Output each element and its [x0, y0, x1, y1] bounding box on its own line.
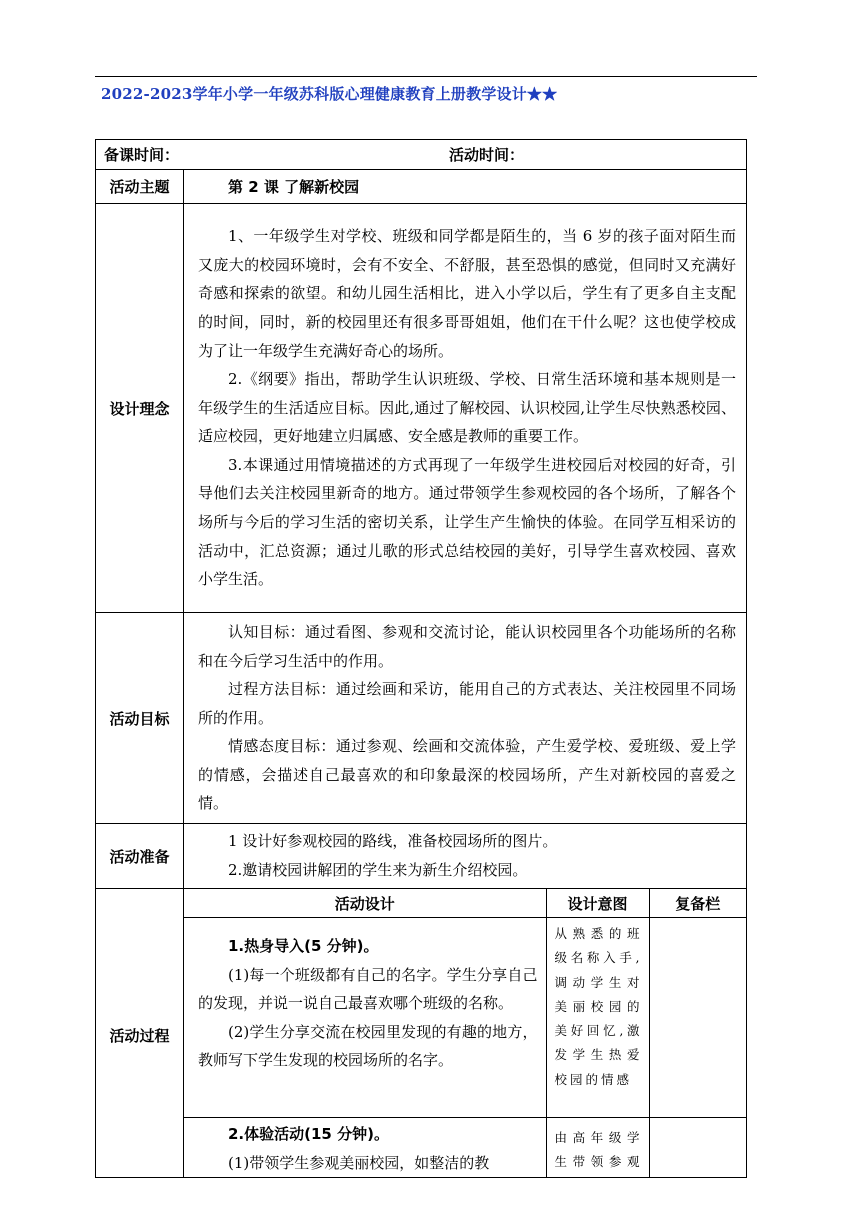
process-table — [184, 889, 746, 1177]
step-paragraph: (2)学生分享交流在校园里发现的有趣的地方，教师写下学生发现的校园场所的名字。 — [198, 1022, 538, 1070]
intent-line: 调动学生对 — [554, 974, 643, 990]
design-concept-paragraph: 1、一年级学生对学校、班级和同学都是陌生的，当 6 岁的孩子面对陌生而又庞大的校园环境时，会有不安全、不舒服，甚至恐惧的感觉，但同时又充满好奇感和探索的欲望。和幼儿园生活相比，进入小学以后，学生有了更多自主支配的时间，同时，新的校园里还有很多哥哥姐姐，他们在干什么呢？这也使学校成为了让一年级学生充满好奇心的场所。 — [198, 227, 736, 360]
process-step-row — [184, 918, 746, 1118]
preparation-paragraph: 2.邀请校园讲解团的学生来为新生介绍校园。 — [228, 861, 528, 879]
step-notes-cell — [649, 918, 746, 1118]
activity-time-label: 活动时间： — [449, 146, 525, 164]
intent-line: 美好回忆,激 — [554, 1023, 643, 1039]
theme-row — [96, 170, 747, 204]
objective-paragraph: 认知目标：通过看图、参观和交流讨论，能认识校园里各个功能场所的名称和在今后学习生活中的作用。 — [198, 622, 736, 670]
preparation-paragraph: 1 设计好参观校园的路线，准备校园场所的图片。 — [228, 832, 558, 851]
step-intent-cell — [546, 918, 649, 1118]
intent-line: 美丽校园的 — [554, 998, 643, 1014]
design-concept-paragraph: 3.本课通过用情境描述的方式再现了一年级学生进校园后对校园的好奇，引导他们去关注校园里新奇的地方。通过带领学生参观校园的各个场所，了解各个场所与今后的学习生活的密切关系，让学生产生愉快的体验。在同学互相采访的活动中，汇总资源；通过儿歌的形式总结校园的美好，引导学生喜欢校园、喜欢小学生活。 — [198, 455, 736, 589]
objective-paragraph: 情感态度目标：通过参观、绘画和交流体验，产生爱学校、爱班级、爱上学的情感，会描述自己最喜欢的和印象最深的校园场所，产生对新校园的喜爱之情。 — [198, 737, 736, 813]
intent-line: 发学生热爱 — [554, 1047, 643, 1063]
intent-line: 生带领参观 — [554, 1154, 643, 1170]
document-title: 2022-2023学年小学一年级苏科版心理健康教育上册教学设计★★ — [101, 85, 558, 103]
step-title: 1.热身导入(5 分钟)。 — [228, 937, 379, 955]
process-step-row — [184, 1118, 746, 1178]
objectives-content — [184, 613, 747, 824]
top-rule — [95, 76, 757, 77]
intent-line: 从熟悉的班 — [554, 926, 643, 941]
preparation-label: 活动准备 — [96, 824, 184, 889]
column-design-intent: 设计意图 — [546, 889, 649, 918]
theme-label: 活动主题 — [96, 170, 184, 204]
header-row — [96, 140, 747, 170]
step-title: 2.体验活动(15 分钟)。 — [228, 1125, 389, 1143]
step-notes-cell — [649, 1118, 746, 1178]
step-design-cell — [184, 918, 546, 1118]
design-concept-paragraph: 2.《纲要》指出，帮助学生认识班级、学校、日常生活环境和基本规则是一年级学生的生活适应目标。因此,通过了解校园、认识校园,让学生尽快熟悉校园、适应校园，更好地建立归属感、安全感是教师的重要工作。 — [198, 370, 736, 446]
preparation-content — [184, 824, 747, 889]
step-paragraph: (1)每一个班级都有自己的名字。学生分享自己的发现，并说一说自己最喜欢哪个班级的名称。 — [198, 965, 538, 1013]
objectives-label: 活动目标 — [96, 613, 184, 824]
preparation-row — [96, 824, 747, 889]
process-label: 活动过程 — [96, 889, 184, 1178]
step-paragraph: (1)带领学生参观美丽校园，如整洁的教 — [228, 1153, 490, 1172]
step-intent-cell — [546, 1118, 649, 1178]
process-header-row — [184, 889, 746, 918]
intent-line: 级名称入手, — [554, 950, 643, 966]
column-activity-design: 活动设计 — [184, 889, 546, 918]
prep-time-label: 备课时间： — [104, 146, 180, 164]
process-content — [184, 889, 747, 1178]
objective-paragraph: 过程方法目标：通过绘画和采访，能用自己的方式表达、关注校园里不同场所的作用。 — [198, 680, 736, 727]
design-concept-row — [96, 204, 747, 613]
intent-line: 由高年级学 — [554, 1130, 643, 1145]
theme-value: 第 2 课 了解新校园 — [184, 170, 747, 204]
design-concept-content — [184, 204, 747, 613]
lesson-plan-table — [95, 139, 747, 1178]
intent-line: 校园的情感 — [554, 1071, 633, 1087]
column-notes: 复备栏 — [649, 889, 746, 918]
process-row — [96, 889, 747, 1178]
objectives-row — [96, 613, 747, 824]
step-design-cell — [184, 1118, 546, 1178]
design-concept-label: 设计理念 — [96, 204, 184, 613]
